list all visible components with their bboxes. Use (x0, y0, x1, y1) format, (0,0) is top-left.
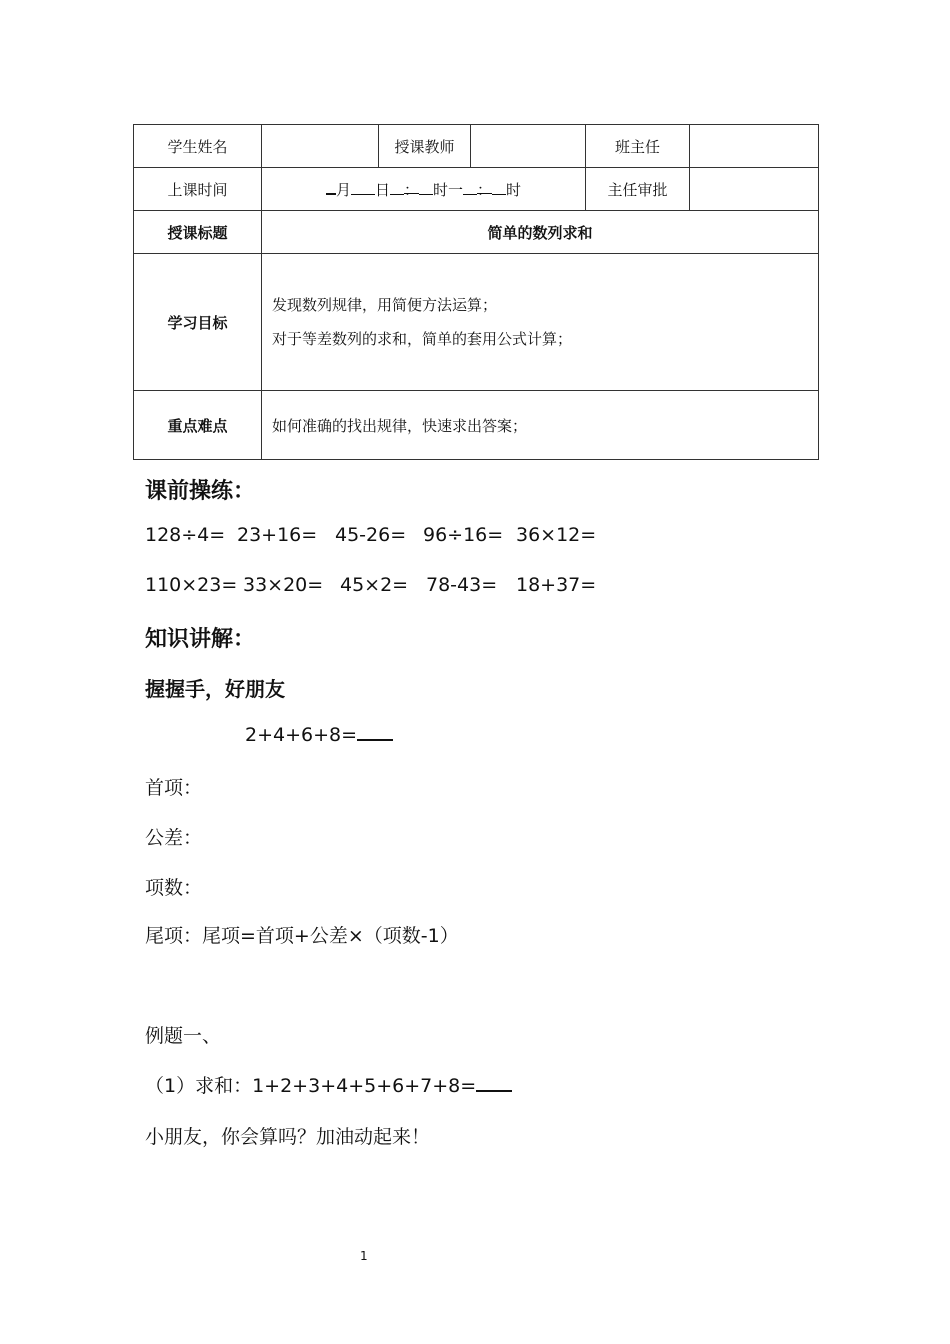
hour-blank (390, 180, 404, 195)
question-text: （1）求和：1+2+3+4+5+6+7+8= (145, 1075, 477, 1097)
lesson-info-table (133, 124, 819, 460)
end-hour-text: 时 (506, 180, 522, 199)
last-term-formula: 尾项：尾项=首项+公差×（项数-1） (145, 925, 459, 947)
expression-line (245, 723, 393, 746)
month-blank (326, 179, 336, 195)
month-text: 月 (335, 180, 351, 199)
lesson-title: 简单的数列求和 (262, 211, 819, 254)
example-title: 例题一、 (145, 1025, 222, 1047)
calc-item: 33×20= (243, 574, 324, 596)
student-name-cell[interactable] (262, 125, 379, 168)
time-label: 上课时间 (134, 168, 262, 211)
practice-row-2 (145, 574, 596, 596)
approval-label: 主任审批 (586, 168, 690, 211)
title-label: 授课标题 (134, 211, 262, 254)
calc-item: 18+37= (516, 574, 597, 596)
calc-item: 36×12= (516, 524, 597, 546)
colon-2: ： (477, 180, 493, 199)
term-count: 项数： (145, 877, 203, 899)
practice-heading: 课前操练： (145, 479, 256, 504)
end-minute-blank (492, 180, 506, 195)
end-hour-blank (463, 180, 477, 195)
approval-cell[interactable] (690, 168, 819, 211)
student-name-label: 学生姓名 (134, 125, 262, 168)
page-number: 1 (360, 1249, 368, 1263)
key-points: 如何准确的找出规律，快速求出答案； (262, 391, 819, 460)
calc-item: 45-26= (335, 524, 407, 546)
calc-item: 23+16= (237, 524, 318, 546)
common-difference: 公差： (145, 827, 203, 849)
answer-blank[interactable] (357, 723, 393, 741)
first-term: 首项： (145, 777, 203, 799)
teacher-label: 授课教师 (379, 125, 471, 168)
goal-cell (262, 254, 819, 391)
answer-blank[interactable] (476, 1074, 512, 1092)
class-teacher-label: 班主任 (586, 125, 690, 168)
minute-blank (419, 180, 433, 195)
knowledge-heading: 知识讲解： (145, 627, 256, 652)
goal-line-1: 发现数列规律，用简便方法运算； (272, 296, 498, 314)
calc-item: 110×23= (145, 574, 238, 596)
teacher-cell[interactable] (471, 125, 586, 168)
hour-text: 时一 (433, 180, 464, 199)
practice-row-1 (145, 524, 596, 546)
calc-item: 128÷4= (145, 524, 226, 546)
class-teacher-cell[interactable] (690, 125, 819, 168)
calc-item: 96÷16= (423, 524, 504, 546)
goal-label: 学习目标 (134, 254, 262, 391)
encouragement: 小朋友，你会算吗？加油动起来！ (145, 1126, 431, 1148)
knowledge-subheading: 握握手，好朋友 (145, 677, 285, 701)
example-question-1 (145, 1071, 512, 1098)
colon-1: ： (403, 180, 419, 199)
time-cell[interactable] (262, 168, 586, 211)
expression: 2+4+6+8= (245, 724, 358, 746)
calc-item: 45×2= (340, 574, 409, 596)
key-label: 重点难点 (134, 391, 262, 460)
day-blank (351, 180, 375, 195)
calc-item: 78-43= (426, 574, 498, 596)
day-text: 日 (374, 180, 390, 199)
goal-line-2: 对于等差数列的求和，简单的套用公式计算； (272, 330, 573, 348)
